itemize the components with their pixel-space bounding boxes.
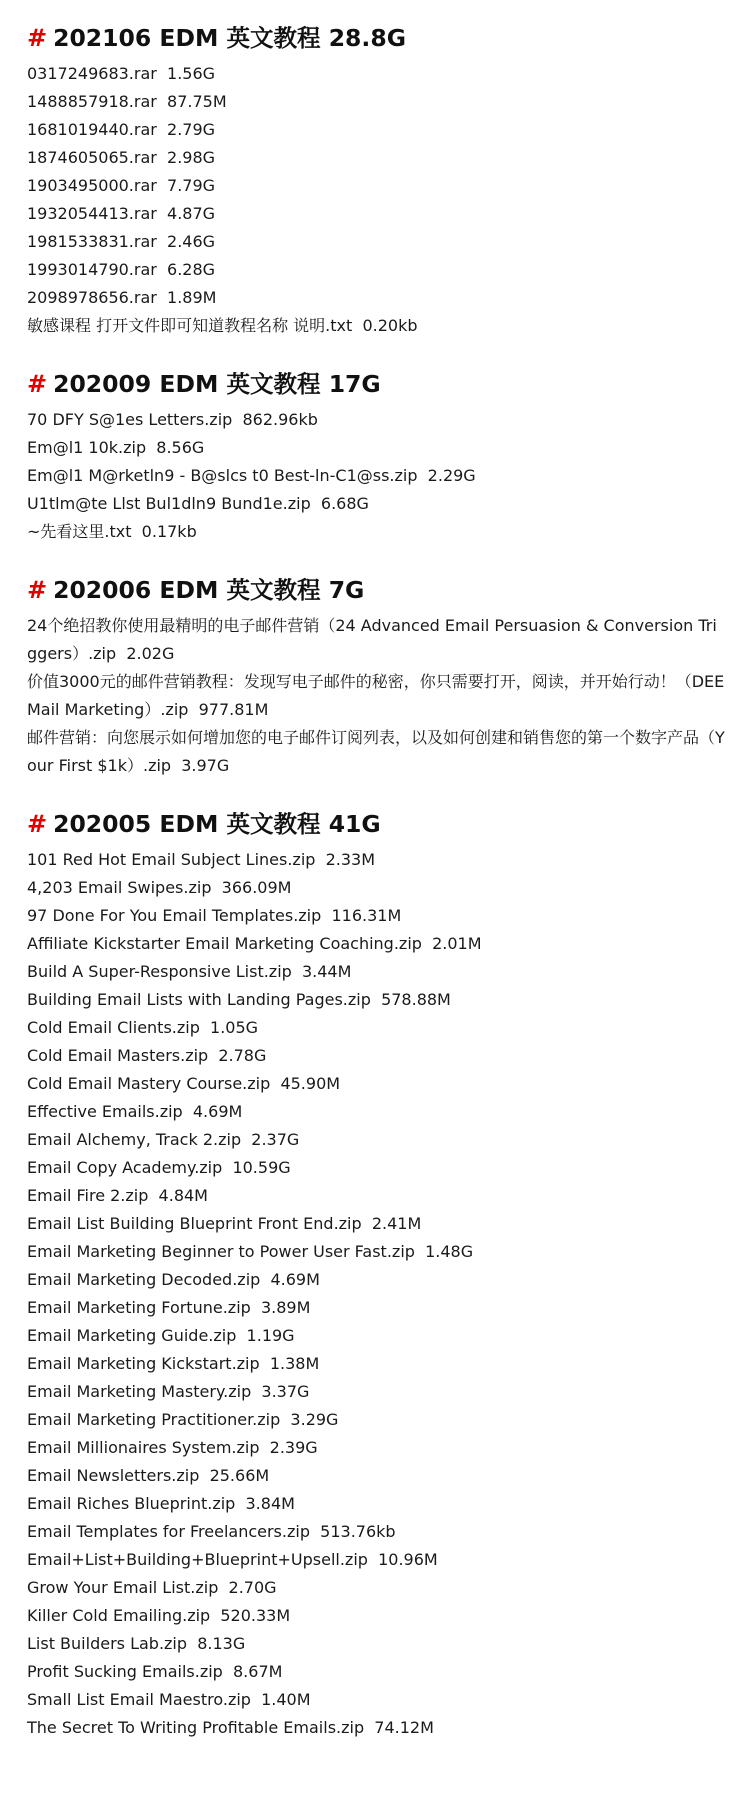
file-entry: Email Riches Blueprint.zip 3.84M (27, 1494, 295, 1513)
file-entry: Profit Sucking Emails.zip 8.67M (27, 1662, 283, 1681)
file-entry: Building Email Lists with Landing Pages.zip 578.88M (27, 990, 451, 1009)
section-title: 202006 EDM 英文教程 7G (53, 576, 365, 604)
file-entry: Cold Email Clients.zip 1.05G (27, 1018, 259, 1037)
file-entry: Email Marketing Beginner to Power User Fast.zip 1.48G (27, 1242, 474, 1261)
hash-marker: # (27, 576, 48, 604)
file-list (27, 846, 726, 1742)
hash-marker: # (27, 810, 48, 838)
file-entry: List Builders Lab.zip 8.13G (27, 1634, 246, 1653)
file-entry: Email Marketing Decoded.zip 4.69M (27, 1270, 320, 1289)
file-entry: Email Templates for Freelancers.zip 513.76kb (27, 1522, 396, 1541)
file-entry: 价值3000元的邮件营销教程：发现写电子邮件的秘密，你只需要打开，阅读，并开始行动！（DEEMail Marketing）.zip 977.81M (27, 672, 725, 719)
file-entry: Cold Email Mastery Course.zip 45.90M (27, 1074, 341, 1093)
file-entry: 2098978656.rar 1.89M (27, 288, 217, 307)
file-entry: 1488857918.rar 87.75M (27, 92, 227, 111)
file-entry: Email Copy Academy.zip 10.59G (27, 1158, 291, 1177)
file-entry: 0317249683.rar 1.56G (27, 64, 216, 83)
file-entry: Em@l1 10k.zip 8.56G (27, 438, 205, 457)
file-list (27, 612, 726, 780)
file-entry: Killer Cold Emailing.zip 520.33M (27, 1606, 291, 1625)
file-entry: Email Marketing Fortune.zip 3.89M (27, 1298, 311, 1317)
file-entry: Effective Emails.zip 4.69M (27, 1102, 243, 1121)
section-202106 (27, 20, 726, 340)
file-entry: 敏感课程 打开文件即可知道教程名称 说明.txt 0.20kb (27, 316, 418, 335)
file-entry: The Secret To Writing Profitable Emails.zip 74.12M (27, 1718, 434, 1737)
file-entry: Affiliate Kickstarter Email Marketing Coaching.zip 2.01M (27, 934, 482, 953)
section-spacer (27, 780, 726, 806)
file-entry: Em@l1 M@rketln9 - B@slcs t0 Best-ln-C1@ss.zip 2.29G (27, 466, 476, 485)
section-title: 202005 EDM 英文教程 41G (53, 810, 381, 838)
section-title: 202009 EDM 英文教程 17G (53, 370, 381, 398)
file-entry: Small List Email Maestro.zip 1.40M (27, 1690, 311, 1709)
file-entry: Email Alchemy, Track 2.zip 2.37G (27, 1130, 300, 1149)
section-heading (27, 572, 726, 608)
hash-marker: # (27, 24, 48, 52)
section-heading (27, 806, 726, 842)
hash-marker: # (27, 370, 48, 398)
section-spacer (27, 546, 726, 572)
section-heading (27, 366, 726, 402)
section-heading (27, 20, 726, 56)
section-202006 (27, 572, 726, 780)
file-entry: Grow Your Email List.zip 2.70G (27, 1578, 277, 1597)
file-entry: 101 Red Hot Email Subject Lines.zip 2.33M (27, 850, 376, 869)
file-entry: U1tlm@te Llst Bul1dln9 Bund1e.zip 6.68G (27, 494, 369, 513)
file-entry: 1681019440.rar 2.79G (27, 120, 216, 139)
file-entry: 1993014790.rar 6.28G (27, 260, 216, 279)
file-entry: 70 DFY S@1es Letters.zip 862.96kb (27, 410, 318, 429)
file-entry: 24个绝招教你使用最精明的电子邮件营销（24 Advanced Email Persuasion & Conversion Triggers）.zip 2.02G (27, 616, 717, 663)
section-spacer (27, 340, 726, 366)
file-entry: Email+List+Building+Blueprint+Upsell.zip 10.96M (27, 1550, 438, 1569)
section-title: 202106 EDM 英文教程 28.8G (53, 24, 406, 52)
file-entry: Email Newsletters.zip 25.66M (27, 1466, 270, 1485)
file-entry: Email Marketing Practitioner.zip 3.29G (27, 1410, 339, 1429)
file-entry: Email Millionaires System.zip 2.39G (27, 1438, 318, 1457)
file-entry: 1903495000.rar 7.79G (27, 176, 216, 195)
file-entry: 4,203 Email Swipes.zip 366.09M (27, 878, 292, 897)
file-list (27, 406, 726, 546)
file-entry: 1932054413.rar 4.87G (27, 204, 216, 223)
file-entry: Email Marketing Mastery.zip 3.37G (27, 1382, 310, 1401)
section-202009 (27, 366, 726, 546)
section-202005 (27, 806, 726, 1742)
file-entry: ~先看这里.txt 0.17kb (27, 522, 197, 541)
file-list (27, 60, 726, 340)
file-entry: Email Fire 2.zip 4.84M (27, 1186, 208, 1205)
file-entry: Build A Super-Responsive List.zip 3.44M (27, 962, 352, 981)
file-entry: Email Marketing Guide.zip 1.19G (27, 1326, 295, 1345)
file-entry: Email List Building Blueprint Front End.zip 2.41M (27, 1214, 422, 1233)
file-entry: 1981533831.rar 2.46G (27, 232, 216, 251)
file-entry: 97 Done For You Email Templates.zip 116.31M (27, 906, 402, 925)
file-entry: Email Marketing Kickstart.zip 1.38M (27, 1354, 320, 1373)
file-entry: 邮件营销：向您展示如何增加您的电子邮件订阅列表，以及如何创建和销售您的第一个数字产品（Your First $1k）.zip 3.97G (27, 728, 725, 775)
file-entry: Cold Email Masters.zip 2.78G (27, 1046, 267, 1065)
file-entry: 1874605065.rar 2.98G (27, 148, 216, 167)
